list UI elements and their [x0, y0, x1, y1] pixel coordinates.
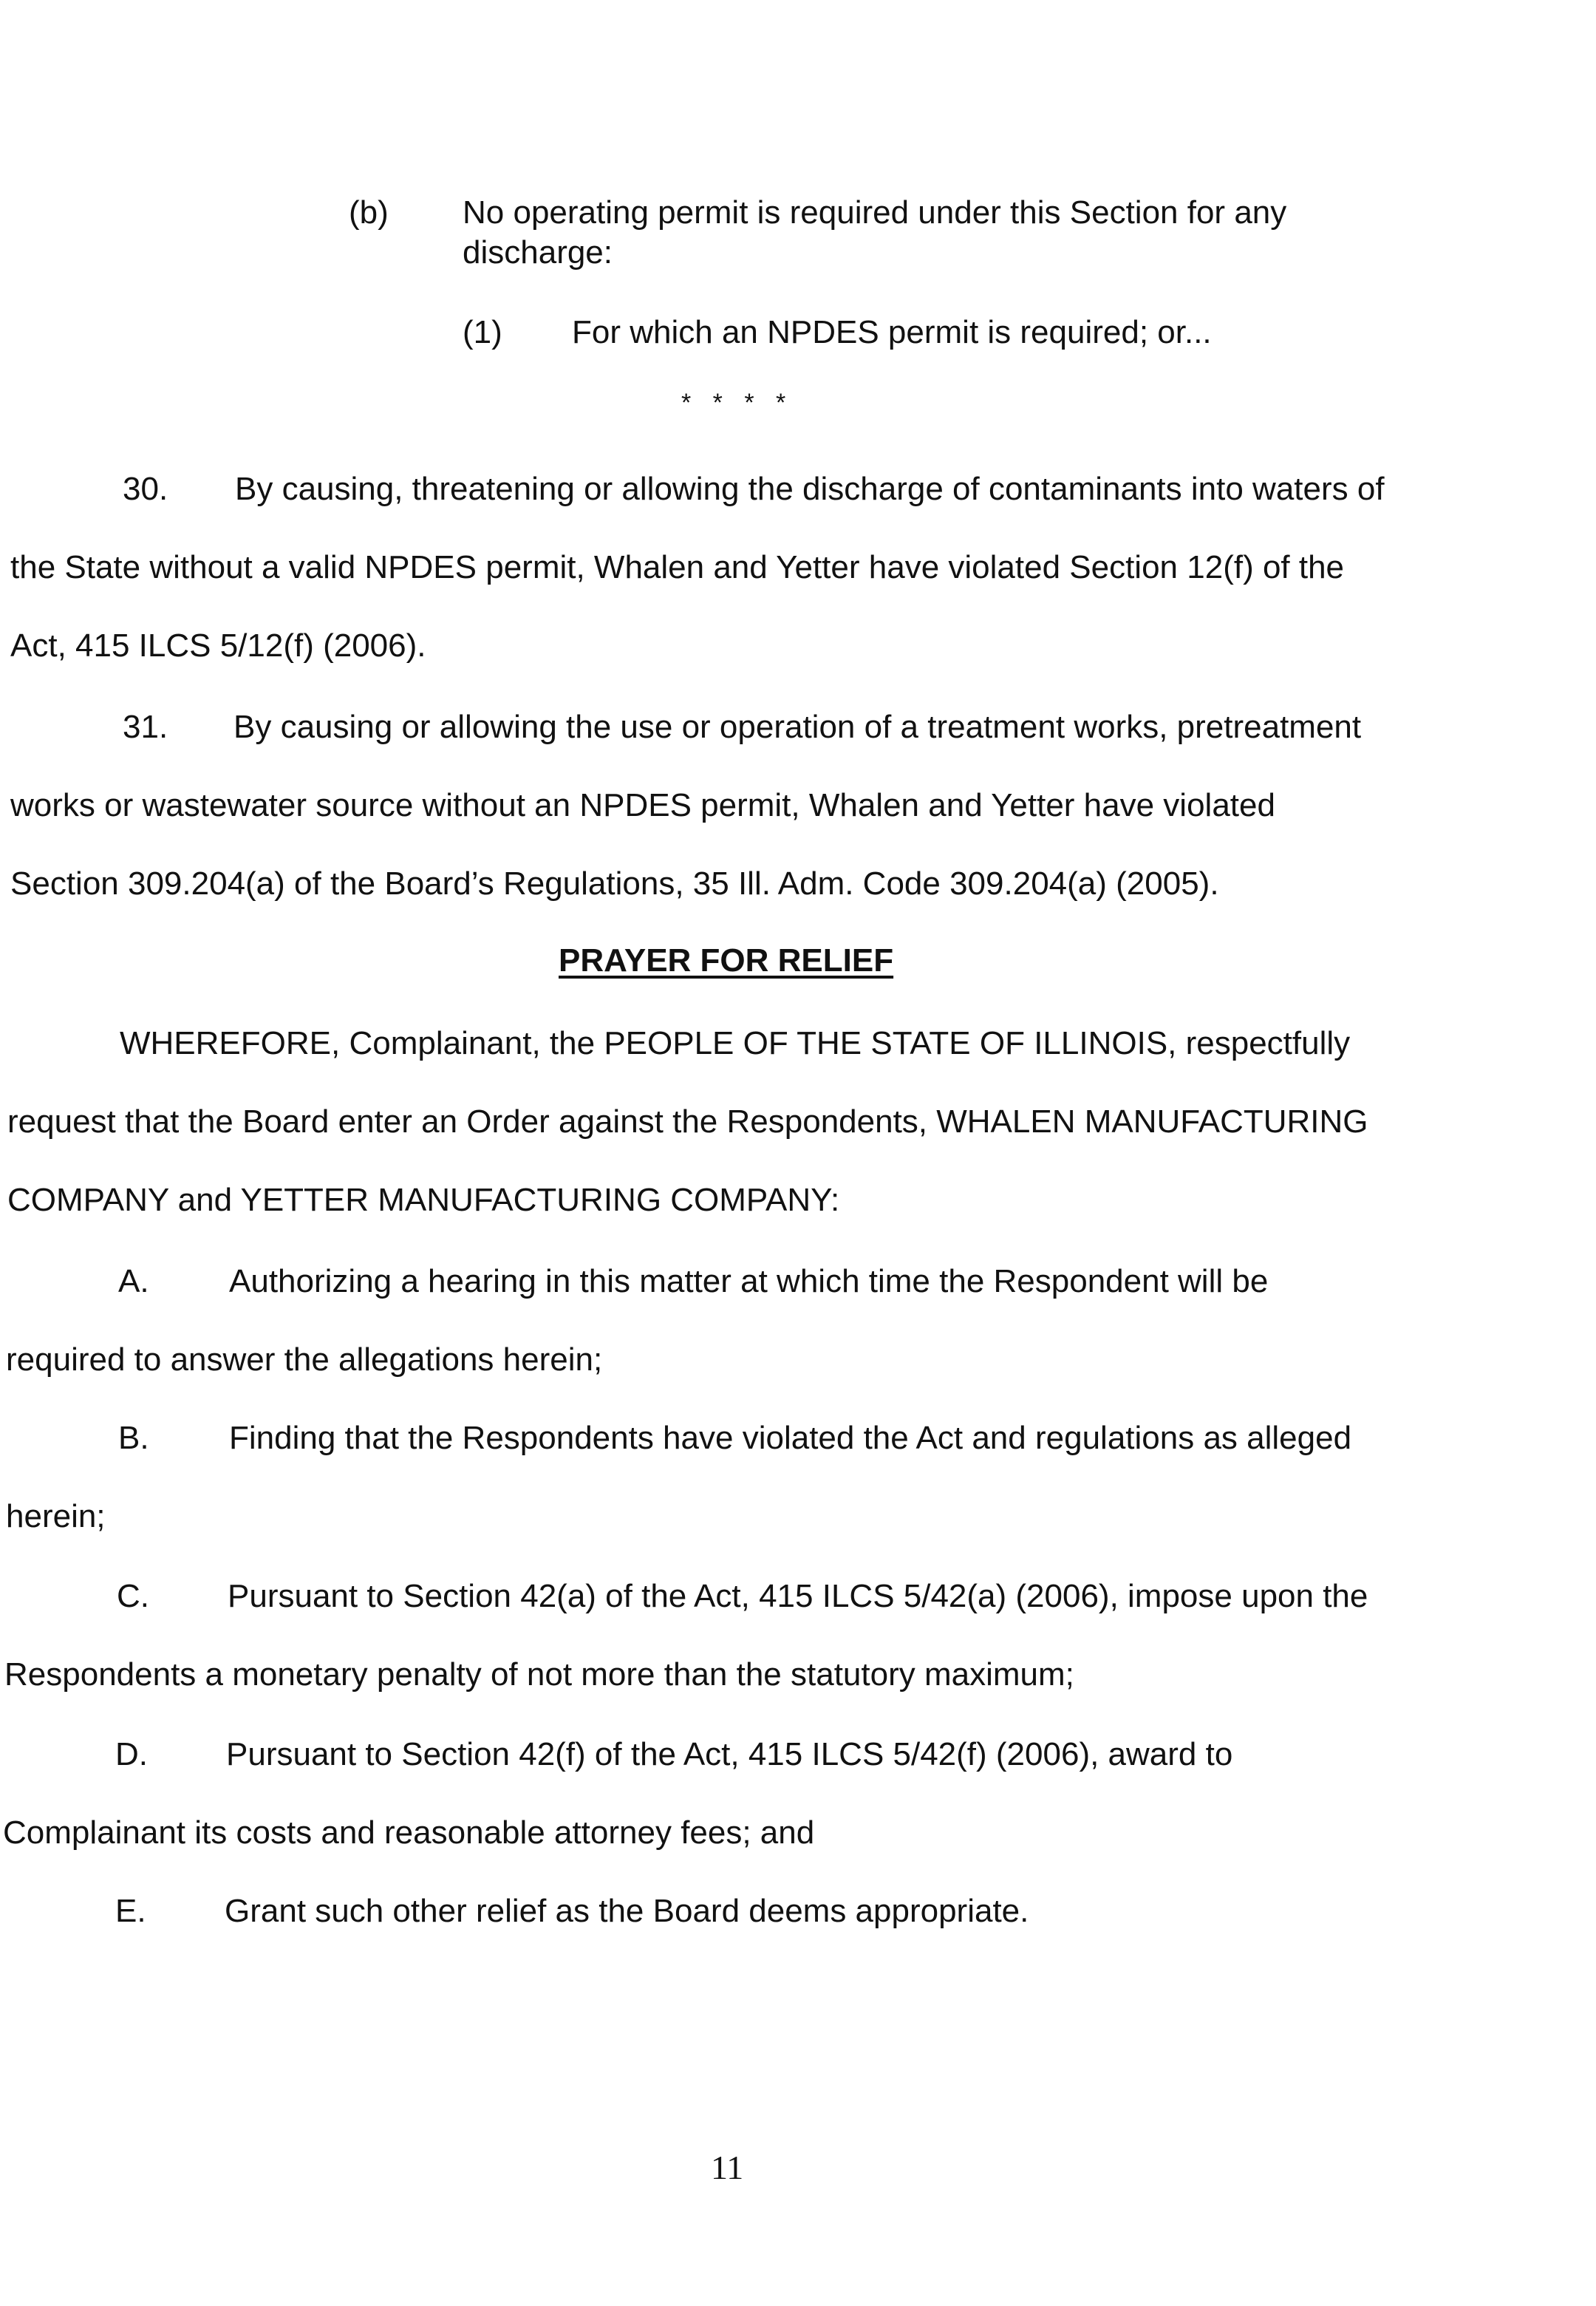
paragraph-30-line1: By causing, threatening or allowing the discharge of contaminants into waters of — [235, 471, 1385, 507]
section-heading: PRAYER FOR RELIEF — [559, 942, 894, 979]
relief-item-b-line1: Finding that the Respondents have violated the Act and regulations as alleged — [229, 1420, 1352, 1456]
relief-item-c-line2: Respondents a monetary penalty of not more than the statutory maximum; — [4, 1656, 1074, 1693]
paragraph-31-line1: By causing or allowing the use or operation of a treatment works, pretreatment — [233, 709, 1362, 745]
omission-stars: * * * * — [681, 389, 794, 417]
relief-item-a-line2: required to answer the allegations herein; — [6, 1341, 603, 1378]
relief-item-a-line1: Authorizing a hearing in this matter at which time the Respondent will be — [229, 1263, 1269, 1299]
relief-item-d-line2: Complainant its costs and reasonable attorney fees; and — [3, 1814, 815, 1851]
item-1-label: (1) — [463, 314, 502, 350]
paragraph-30-line2: the State without a valid NPDES permit, Whalen and Yetter have violated Section 12(f) of the — [10, 549, 1345, 585]
paragraph-30-number: 30. — [123, 471, 168, 507]
subsection-b-label: (b) — [349, 194, 389, 231]
relief-item-b-label: B. — [118, 1420, 149, 1456]
relief-item-c-line1: Pursuant to Section 42(a) of the Act, 415 ILCS 5/42(a) (2006), impose upon the — [228, 1578, 1368, 1614]
relief-item-e-label: E. — [115, 1893, 146, 1929]
subsection-b-text-line1: No operating permit is required under this Section for any — [463, 194, 1287, 231]
paragraph-31-number: 31. — [123, 709, 168, 745]
paragraph-31-line2: works or wastewater source without an NPDES permit, Whalen and Yetter have violated — [10, 787, 1275, 823]
wherefore-line2: request that the Board enter an Order against the Respondents, WHALEN MANUFACTURING — [7, 1103, 1368, 1140]
relief-item-d-line1: Pursuant to Section 42(f) of the Act, 415 ILCS 5/42(f) (2006), award to — [226, 1736, 1233, 1772]
item-1-text: For which an NPDES permit is required; or... — [572, 314, 1212, 350]
relief-item-d-label: D. — [115, 1736, 148, 1772]
wherefore-line1: WHEREFORE, Complainant, the PEOPLE OF THE STATE OF ILLINOIS, respectfully — [120, 1025, 1351, 1061]
relief-item-c-label: C. — [117, 1578, 149, 1614]
paragraph-31-line3: Section 309.204(a) of the Board’s Regulations, 35 Ill. Adm. Code 309.204(a) (2005). — [10, 865, 1219, 902]
page-number: 11 — [711, 2149, 744, 2186]
relief-item-e-line1: Grant such other relief as the Board deems appropriate. — [225, 1893, 1029, 1929]
relief-item-b-line2: herein; — [6, 1498, 106, 1534]
wherefore-line3: COMPANY and YETTER MANUFACTURING COMPANY: — [7, 1182, 840, 1218]
relief-item-a-label: A. — [118, 1263, 149, 1299]
subsection-b-text-line2: discharge: — [463, 234, 613, 271]
paragraph-30-line3: Act, 415 ILCS 5/12(f) (2006). — [10, 627, 426, 664]
